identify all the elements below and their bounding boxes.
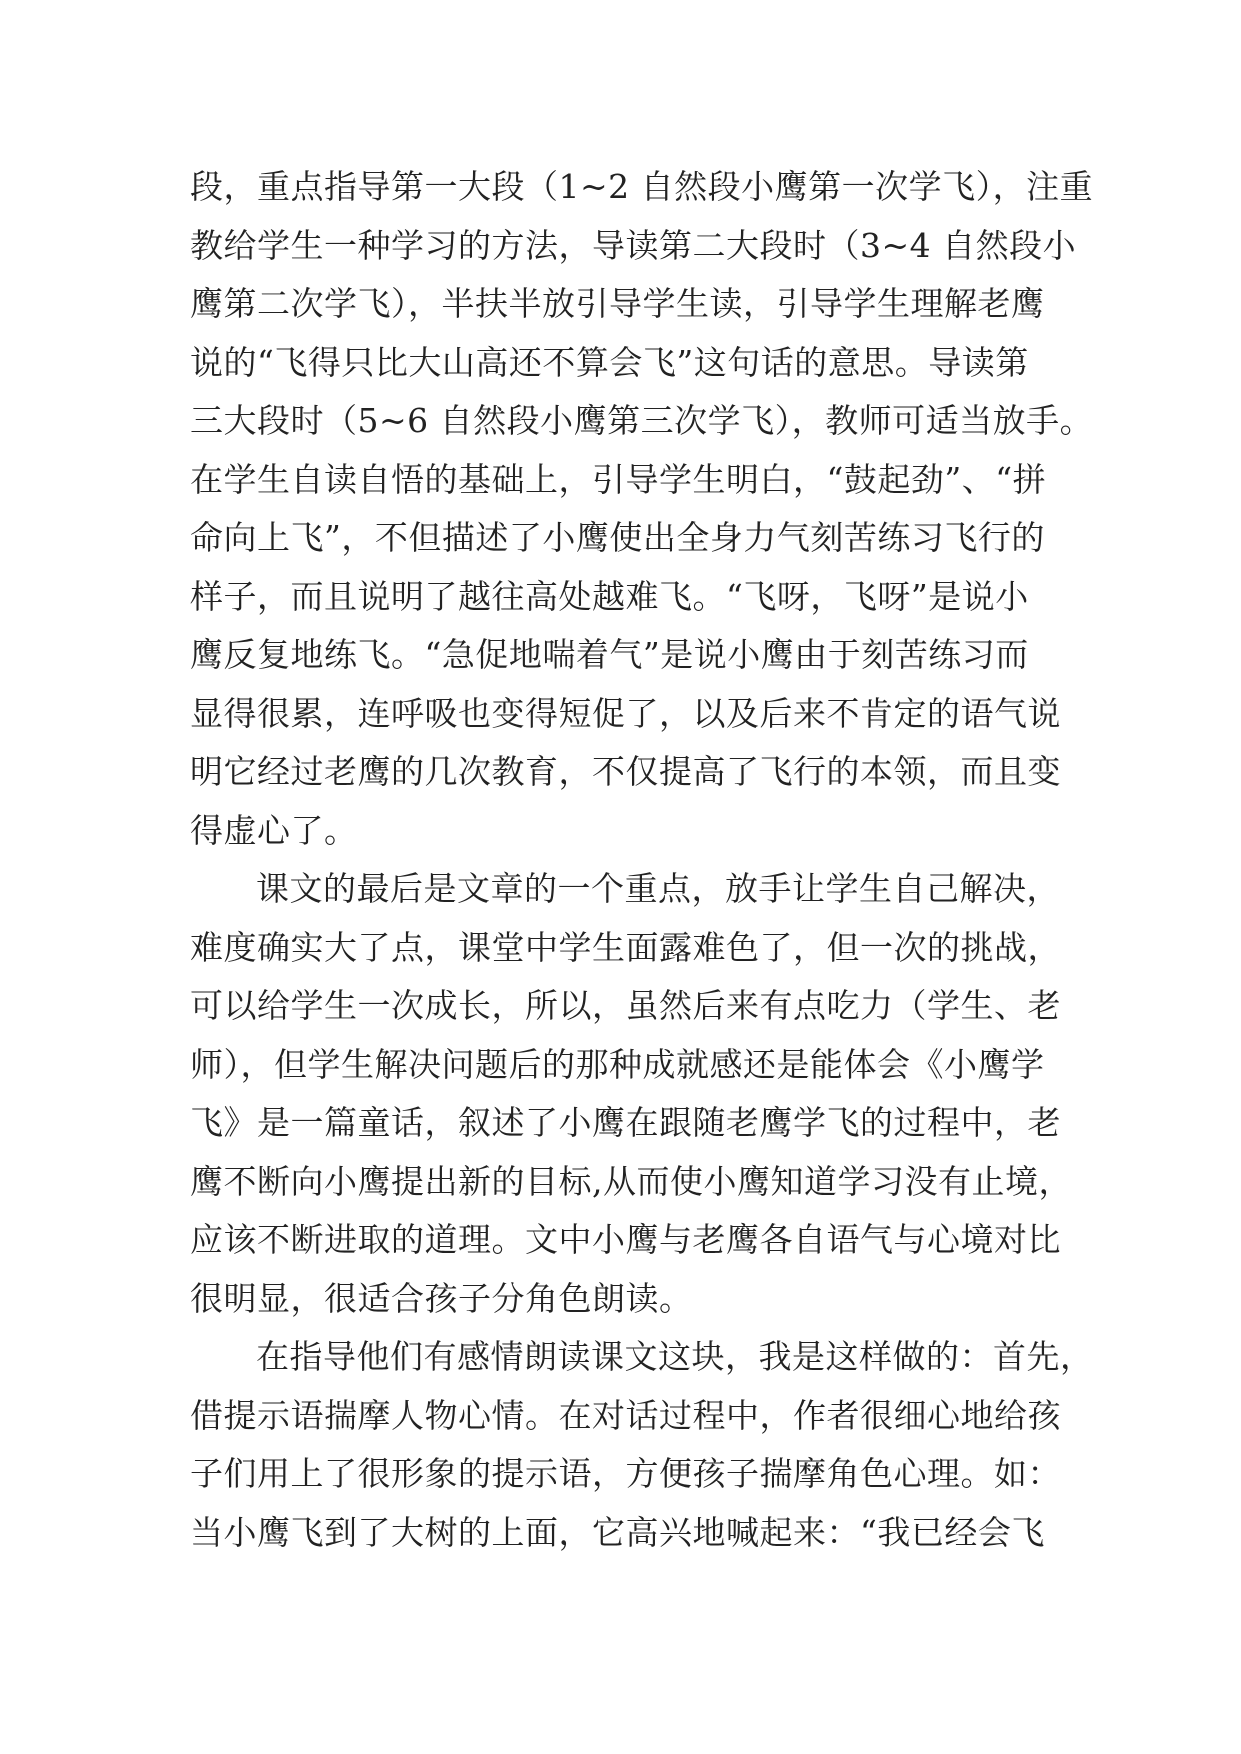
text-line: 应该不断进取的道理。文中小鹰与老鹰各自语气与心境对比 (190, 1220, 1061, 1259)
text-line: 鹰第二次学飞），半扶半放引导学生读，引导学生理解老鹰 (190, 284, 1045, 323)
text-line: 得虚心了。 (190, 810, 358, 850)
text-line: 师），但学生解决问题后的那种成就感还是能体会《小鹰学 (190, 1044, 1045, 1084)
text-line: 借提示语揣摩人物心情。在对话过程中，作者很细心地给孩 (190, 1395, 1061, 1435)
text-line: 鹰反复地练飞。“急促地喘着气”是说小鹰由于刻苦练习而 (190, 635, 1029, 674)
text-line: 三大段时（5~6 自然段小鹰第三次学飞），教师可适当放手。 (190, 401, 1094, 440)
text-line: 在学生自读自悟的基础上，引导学生明白，“鼓起劲”、“拼 (190, 459, 1047, 499)
text-line: 显得很累，连呼吸也变得短促了，以及后来不肯定的语气说 (190, 693, 1061, 733)
text-line: 教给学生一种学习的方法，导读第二大段时（3~4 自然段小 (190, 225, 1077, 265)
paragraph-2 (190, 860, 1072, 1328)
text-line: 难度确实大了点，课堂中学生面露难色了，但一次的挑战， (190, 927, 1061, 967)
text-line: 子们用上了很形象的提示语，方便孩子揣摩角色心理。如： (190, 1454, 1061, 1493)
text-line: 课文的最后是文章的一个重点，放手让学生自己解决， (256, 869, 1060, 908)
text-line: 当小鹰飞到了大树的上面，它高兴地喊起来：“我已经会飞 (190, 1512, 1045, 1552)
text-line: 飞》是一篇童话，叙述了小鹰在跟随老鹰学飞的过程中，老 (190, 1103, 1061, 1142)
body-text (190, 158, 1094, 1562)
text-line: 鹰不断向小鹰提出新的目标,从而使小鹰知道学习没有止境， (190, 1161, 1072, 1201)
text-line: 可以给学生一次成长，所以，虽然后来有点吃力（学生、老 (190, 986, 1061, 1025)
text-line: 明它经过老鹰的几次教育，不仅提高了飞行的本领，而且变 (190, 752, 1061, 791)
text-line: 段，重点指导第一大段（1~2 自然段小鹰第一次学飞），注重 (190, 167, 1094, 206)
text-line: 样子，而且说明了越往高处越难飞。“飞呀，飞呀”是说小 (190, 576, 1029, 616)
text-line: 命向上飞”，不但描述了小鹰使出全身力气刻苦练习飞行的 (190, 518, 1045, 557)
text-line: 很明显，很适合孩子分角色朗读。 (190, 1278, 693, 1318)
text-line: 说的“飞得只比大山高还不算会飞”这句话的意思。导读第 (190, 342, 1029, 382)
paragraph-3 (190, 1328, 1094, 1562)
text-line: 在指导他们有感情朗读课文这块，我是这样做的：首先， (256, 1337, 1094, 1376)
paragraph-1 (190, 158, 1094, 860)
